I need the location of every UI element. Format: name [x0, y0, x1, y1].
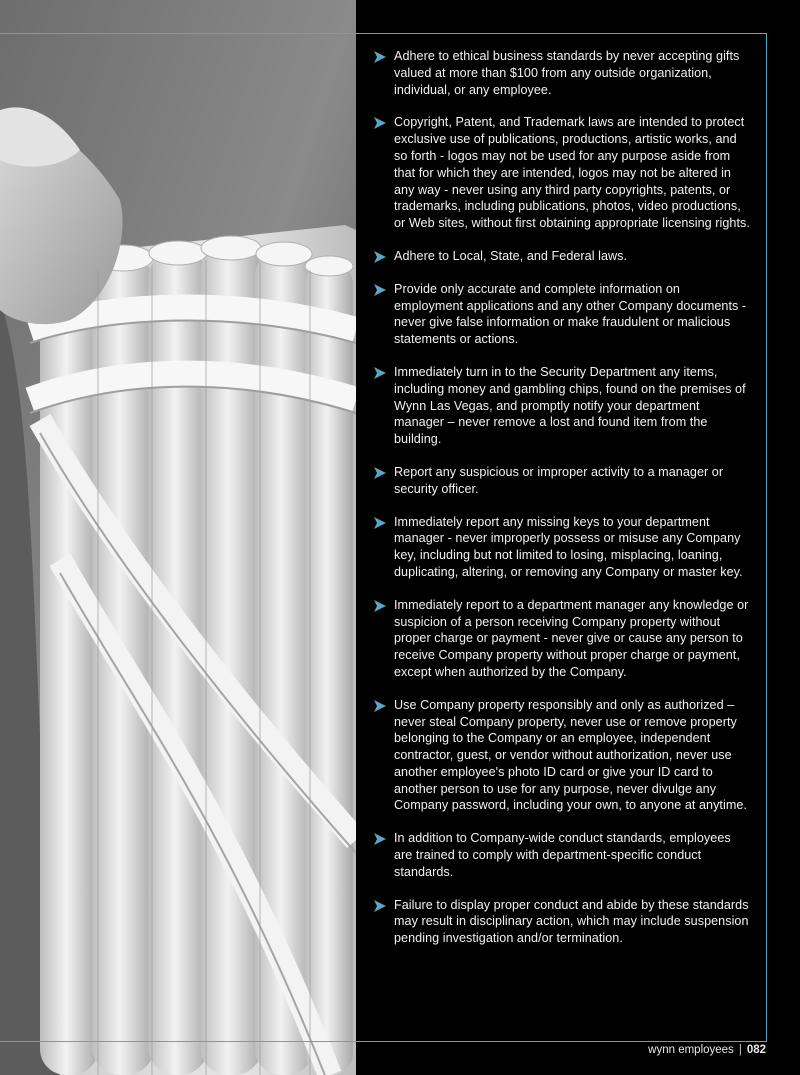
list-item	[372, 597, 752, 681]
frame-bottom-line	[0, 1041, 767, 1042]
chevron-right-icon	[372, 365, 388, 381]
list-item-text: Immediately turn in to the Security Department any items, including money and gambling chips, found on the premises of Wynn Las Vegas, and promptly notify your department manager – never remove a lost and found item from the building.	[394, 364, 746, 447]
chevron-right-icon	[372, 698, 388, 714]
list-item	[372, 248, 752, 265]
list-item	[372, 830, 752, 880]
chevron-right-icon	[372, 465, 388, 481]
chevron-right-icon	[372, 831, 388, 847]
list-item	[372, 364, 752, 448]
list-item-text: Failure to display proper conduct and abide by these standards may result in disciplinary action, which may include suspension pending investigation and/or termination.	[394, 897, 749, 946]
footer-separator: |	[738, 1044, 742, 1056]
list-item	[372, 897, 752, 947]
page-number: 082	[746, 1044, 766, 1056]
list-item-text: Provide only accurate and complete information on employment applications and any other Company documents - never give false information or make fraudulent or malicious statements or actions.	[394, 281, 747, 347]
list-item	[372, 514, 752, 581]
conduct-standards-list	[372, 48, 752, 963]
list-item	[372, 464, 752, 498]
chevron-right-icon	[372, 282, 388, 298]
list-item	[372, 114, 752, 232]
chevron-right-icon	[372, 49, 388, 65]
statue-photo	[0, 0, 356, 1075]
list-item	[372, 697, 752, 815]
list-item	[372, 48, 752, 98]
list-item-text: Use Company property responsibly and only as authorized – never steal Company property, never use or remove property belonging to the Company or an employee, independent contractor, guest, or vendor without authorization, never use another employee's photo ID card or give your ID card to another person to use for any purpose, never divulge any Company password, including your own, to anyone at anytime.	[394, 697, 747, 813]
list-item-text: Report any suspicious or improper activity to a manager or security officer.	[394, 464, 724, 496]
list-item-text: In addition to Company-wide conduct standards, employees are trained to comply with department-specific conduct standards.	[394, 831, 731, 879]
list-item	[372, 281, 752, 348]
chevron-right-icon	[372, 115, 388, 131]
frame-right-line	[766, 33, 767, 1042]
list-item-text: Adhere to ethical business standards by never accepting gifts valued at more than $100 from any outside organization, individual, or any employee.	[394, 49, 740, 97]
chevron-right-icon	[372, 598, 388, 614]
chevron-right-icon	[372, 515, 388, 531]
frame-top-line	[0, 33, 767, 34]
footer-label: wynn employees	[648, 1044, 734, 1056]
list-item-text: Copyright, Patent, and Trademark laws are intended to protect exclusive use of publications, productions, artistic works, and so forth - logos may not be used for any purpose aside from that for which they are intended, logos may not be altered in any way - never using any third party copyrights, patents, or trademarks, including publications, photos, video productions, or Web sites, without first obtaining appropriate licensing rights.	[394, 115, 750, 231]
chevron-right-icon	[372, 898, 388, 914]
page-footer	[648, 1043, 766, 1057]
list-item-text: Immediately report to a department manager any knowledge or suspicion of a person receiving Company property without proper charge or payment - never give or cause any person to receive Company property without proper charge or payment, except when authorized by the Company.	[394, 597, 749, 679]
list-item-text: Immediately report any missing keys to your department manager - never improperly possess or misuse any Company key, including but not limited to losing, misplacing, loaning, duplicating, altering, or removing any Company or master key.	[394, 514, 743, 579]
chevron-right-icon	[372, 249, 388, 265]
list-item-text: Adhere to Local, State, and Federal laws.	[394, 248, 628, 263]
